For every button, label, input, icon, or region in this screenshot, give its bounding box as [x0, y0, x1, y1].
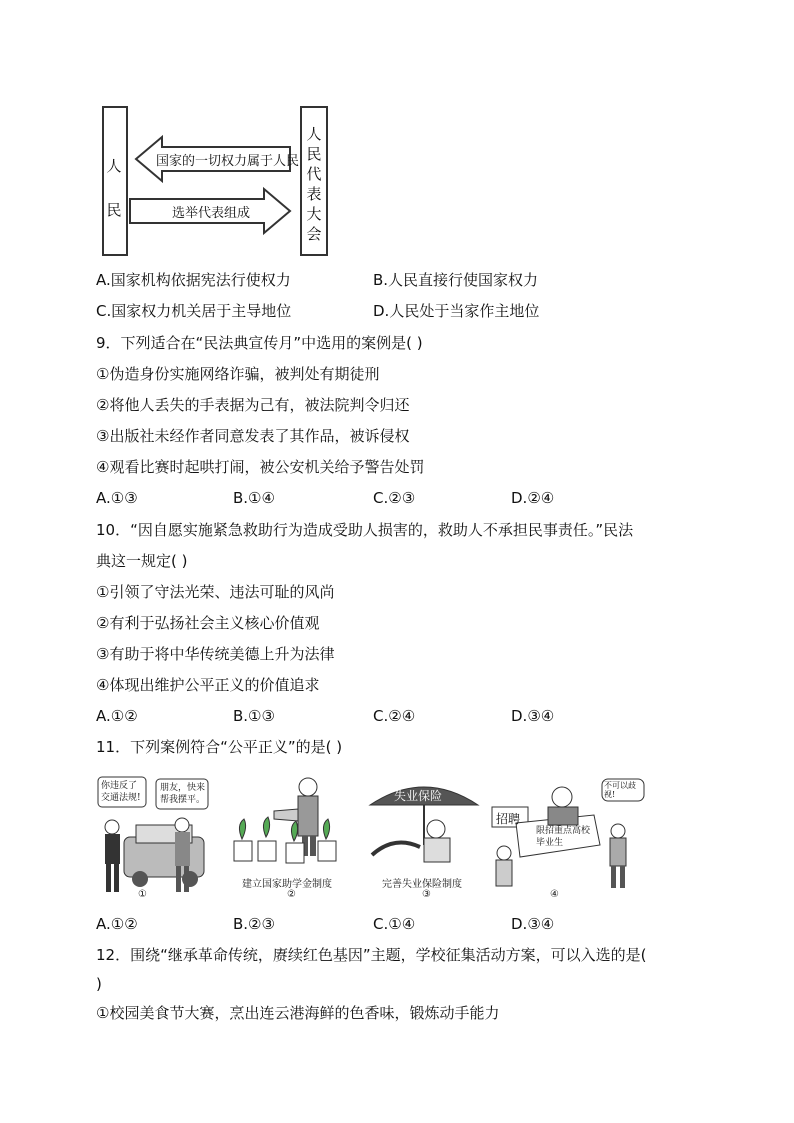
- q10-item-1: ①引领了守法光荣、违法可耻的风尚: [96, 583, 335, 601]
- q12-stem-line1: 12．围绕“继承革命传统，赓续红色基因”主题，学校征集活动方案，可以入选的是(: [96, 946, 647, 964]
- q9-option-b: B.①④: [233, 489, 275, 507]
- people-label-text: 人民: [106, 157, 122, 219]
- panel-1-number: ①: [138, 889, 147, 900]
- cartoon-panel-4: [490, 775, 650, 903]
- q10-option-b: B.①③: [233, 707, 275, 725]
- q11-stem: 11．下列案例符合“公平正义”的是( ): [96, 738, 343, 756]
- q11-option-b: B.②③: [233, 915, 275, 933]
- q8-option-b: B.人民直接行使国家权力: [373, 271, 539, 289]
- q9-item-4: ④观看比赛时起哄打闹，被公安机关给予警告处罚: [96, 458, 425, 476]
- cartoon-panel-1: [96, 775, 210, 903]
- q8-option-a: A.国家机构依据宪法行使权力: [96, 271, 291, 289]
- panel-4-number: ④: [550, 889, 559, 900]
- q9-item-3: ③出版社未经作者同意发表了其作品，被诉侵权: [96, 427, 410, 445]
- panel-2-caption: 建立国家助学金制度: [242, 879, 332, 890]
- q9-option-c: C.②③: [373, 489, 416, 507]
- q11-option-a: A.①②: [96, 915, 138, 933]
- q10-option-c: C.②④: [373, 707, 416, 725]
- q9-option-a: A.①③: [96, 489, 138, 507]
- q9-option-d: D.②④: [511, 489, 555, 507]
- q8-option-c: C.国家权力机关居于主导地位: [96, 302, 292, 320]
- q9-stem: 9．下列适合在“民法典宣传月”中选用的案例是( ): [96, 334, 423, 352]
- q11-option-c: C.①④: [373, 915, 416, 933]
- congress-label-text: 人民代表大会: [306, 125, 322, 243]
- arrows: [100, 104, 328, 256]
- panel-3-umbrella-text: 失业保险: [394, 789, 443, 803]
- q8-option-d: D.人民处于当家作主地位: [373, 302, 540, 320]
- panel-3-number: ③: [422, 889, 431, 900]
- arrow-top-text: 国家的一切权力属于人民: [156, 154, 300, 169]
- q9-item-1: ①伪造身份实施网络诈骗，被判处有期徒刑: [96, 365, 380, 383]
- q10-item-3: ③有助于将中华传统美德上升为法律: [96, 645, 335, 663]
- panel-1-bubble-police: 你违反了交通法规!: [101, 781, 141, 803]
- panel-4-sign: 招聘: [496, 812, 521, 826]
- q10-item-2: ②有利于弘扬社会主义核心价值观: [96, 614, 320, 632]
- panel-1-bubble-driver: 朋友，快来帮我摆平。: [160, 783, 206, 805]
- q9-item-2: ②将他人丢失的手表据为己有，被法院判令归还: [96, 396, 410, 414]
- q10-option-d: D.③④: [511, 707, 555, 725]
- cartoon-panel-3: [364, 775, 484, 903]
- power-diagram: [100, 104, 328, 256]
- panel-2-number: ②: [287, 889, 296, 900]
- q10-stem-line1: 10．“因自愿实施紧急救助行为造成受助人损害的，救助人不承担民事责任。”民法: [96, 521, 634, 539]
- cartoon-panel-2: [230, 775, 350, 903]
- q12-item-1: ①校园美食节大赛，烹出连云港海鲜的色香味，锻炼动手能力: [96, 1004, 500, 1022]
- q10-stem-line2: 典这一规定( ): [96, 552, 188, 570]
- panel-4-bubble: 不可以歧视!: [604, 781, 636, 799]
- arrow-bottom-text: 选举代表组成: [172, 206, 251, 221]
- q12-stem-line2: ): [96, 975, 102, 993]
- panel-3-caption: 完善失业保险制度: [382, 879, 462, 890]
- panel-4-board: 限招重点高校毕业生: [536, 826, 591, 848]
- q10-option-a: A.①②: [96, 707, 138, 725]
- q11-option-d: D.③④: [511, 915, 555, 933]
- q10-item-4: ④体现出维护公平正义的价值追求: [96, 676, 320, 694]
